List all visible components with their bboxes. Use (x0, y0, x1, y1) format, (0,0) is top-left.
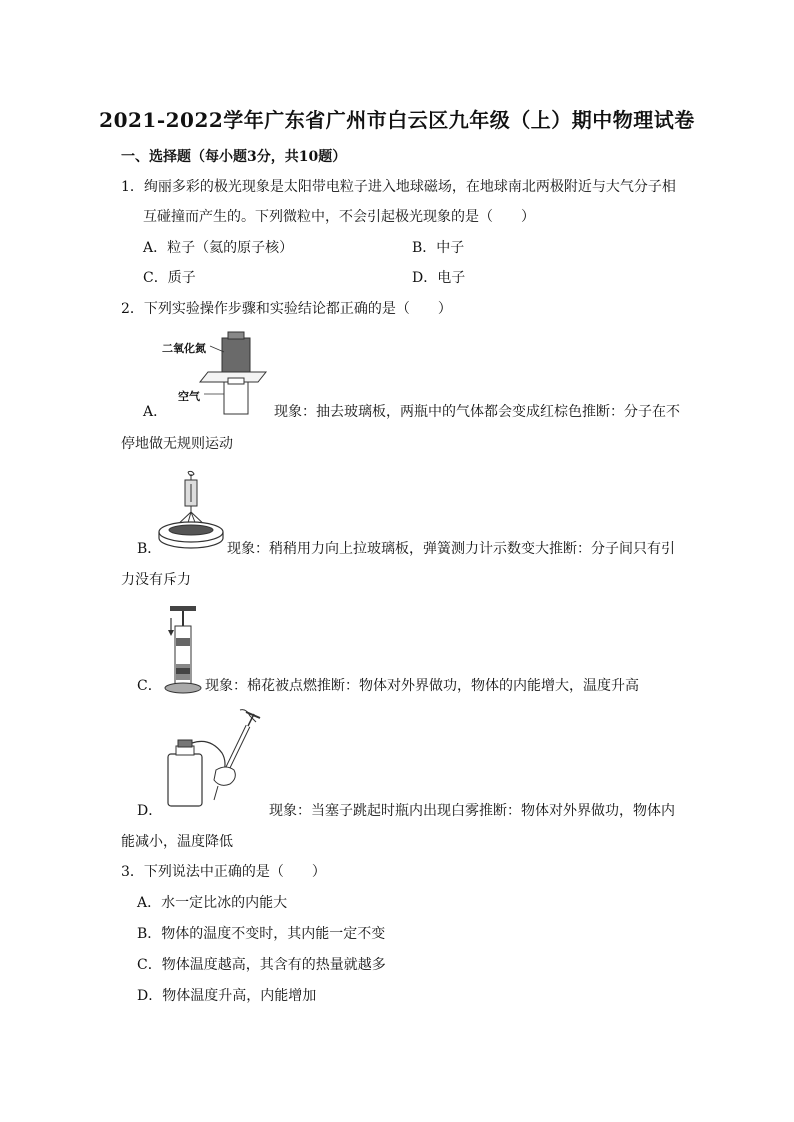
q2-option-c-letter: C． (137, 678, 162, 694)
spring-scale-plate-figure (158, 470, 226, 552)
q2-option-d-letter: D． (137, 803, 163, 819)
q2-option-b-letter: B． (137, 541, 162, 557)
q2-option-a-text-line2: 停地做无规则运动 (121, 436, 233, 452)
q3-option-d: D．物体温度升高，内能增加 (137, 988, 317, 1004)
piston-cylinder-figure (162, 604, 204, 696)
q3-option-c: C．物体温度越高，其含有的热量就越多 (137, 957, 386, 973)
diffusion-bottles-figure (162, 330, 272, 416)
q1-option-c: C．质子 (143, 270, 196, 286)
section-heading: 一、选择题（每小题3分，共10题） (121, 149, 347, 165)
bottle-pump-figure (162, 708, 268, 808)
q2-option-a-letter: A． (143, 404, 168, 420)
q2-option-a-text-line1: 现象：抽去玻璃板，两瓶中的气体都会变成红棕色推断：分子在不 (274, 404, 680, 420)
q2-option-b-text-line1: 现象：稍稍用力向上拉玻璃板，弹簧测力计示数变大推断：分子间只有引 (227, 541, 675, 557)
q2-option-d-text-line1: 现象：当塞子跳起时瓶内出现白雾推断：物体对外界做功，物体内 (269, 803, 675, 819)
page-title: 2021-2022学年广东省广州市白云区九年级（上）期中物理试卷 (99, 108, 695, 132)
q2-option-d-text-line2: 能减小，温度降低 (121, 834, 233, 850)
q3-option-a: A．水一定比冰的内能大 (137, 895, 288, 911)
q2-option-b-text-line2: 力没有斥力 (121, 572, 191, 588)
q1-option-a: A．粒子（氦的原子核） (143, 240, 294, 256)
q1-stem-line1: 1．绚丽多彩的极光现象是太阳带电粒子进入地球磁场，在地球南北两极附近与大气分子相 (121, 179, 676, 195)
q2-option-c-text-line1: 现象：棉花被点燃推断：物体对外界做功，物体的内能增大，温度升高 (205, 678, 639, 694)
q1-stem-line2: 互碰撞而产生的。下列微粒中，不会引起极光现象的是（ ） (143, 209, 535, 225)
q1-option-d: D．电子 (412, 270, 466, 286)
q3-stem: 3．下列说法中正确的是（ ） (121, 864, 326, 880)
fig-label-no2: 二氧化氮 (162, 342, 206, 355)
fig-label-air: 空气 (178, 390, 200, 403)
q3-option-b: B．物体的温度不变时，其内能一定不变 (137, 926, 386, 942)
q1-option-b: B．中子 (412, 240, 465, 256)
q2-stem: 2．下列实验操作步骤和实验结论都正确的是（ ） (121, 301, 452, 317)
